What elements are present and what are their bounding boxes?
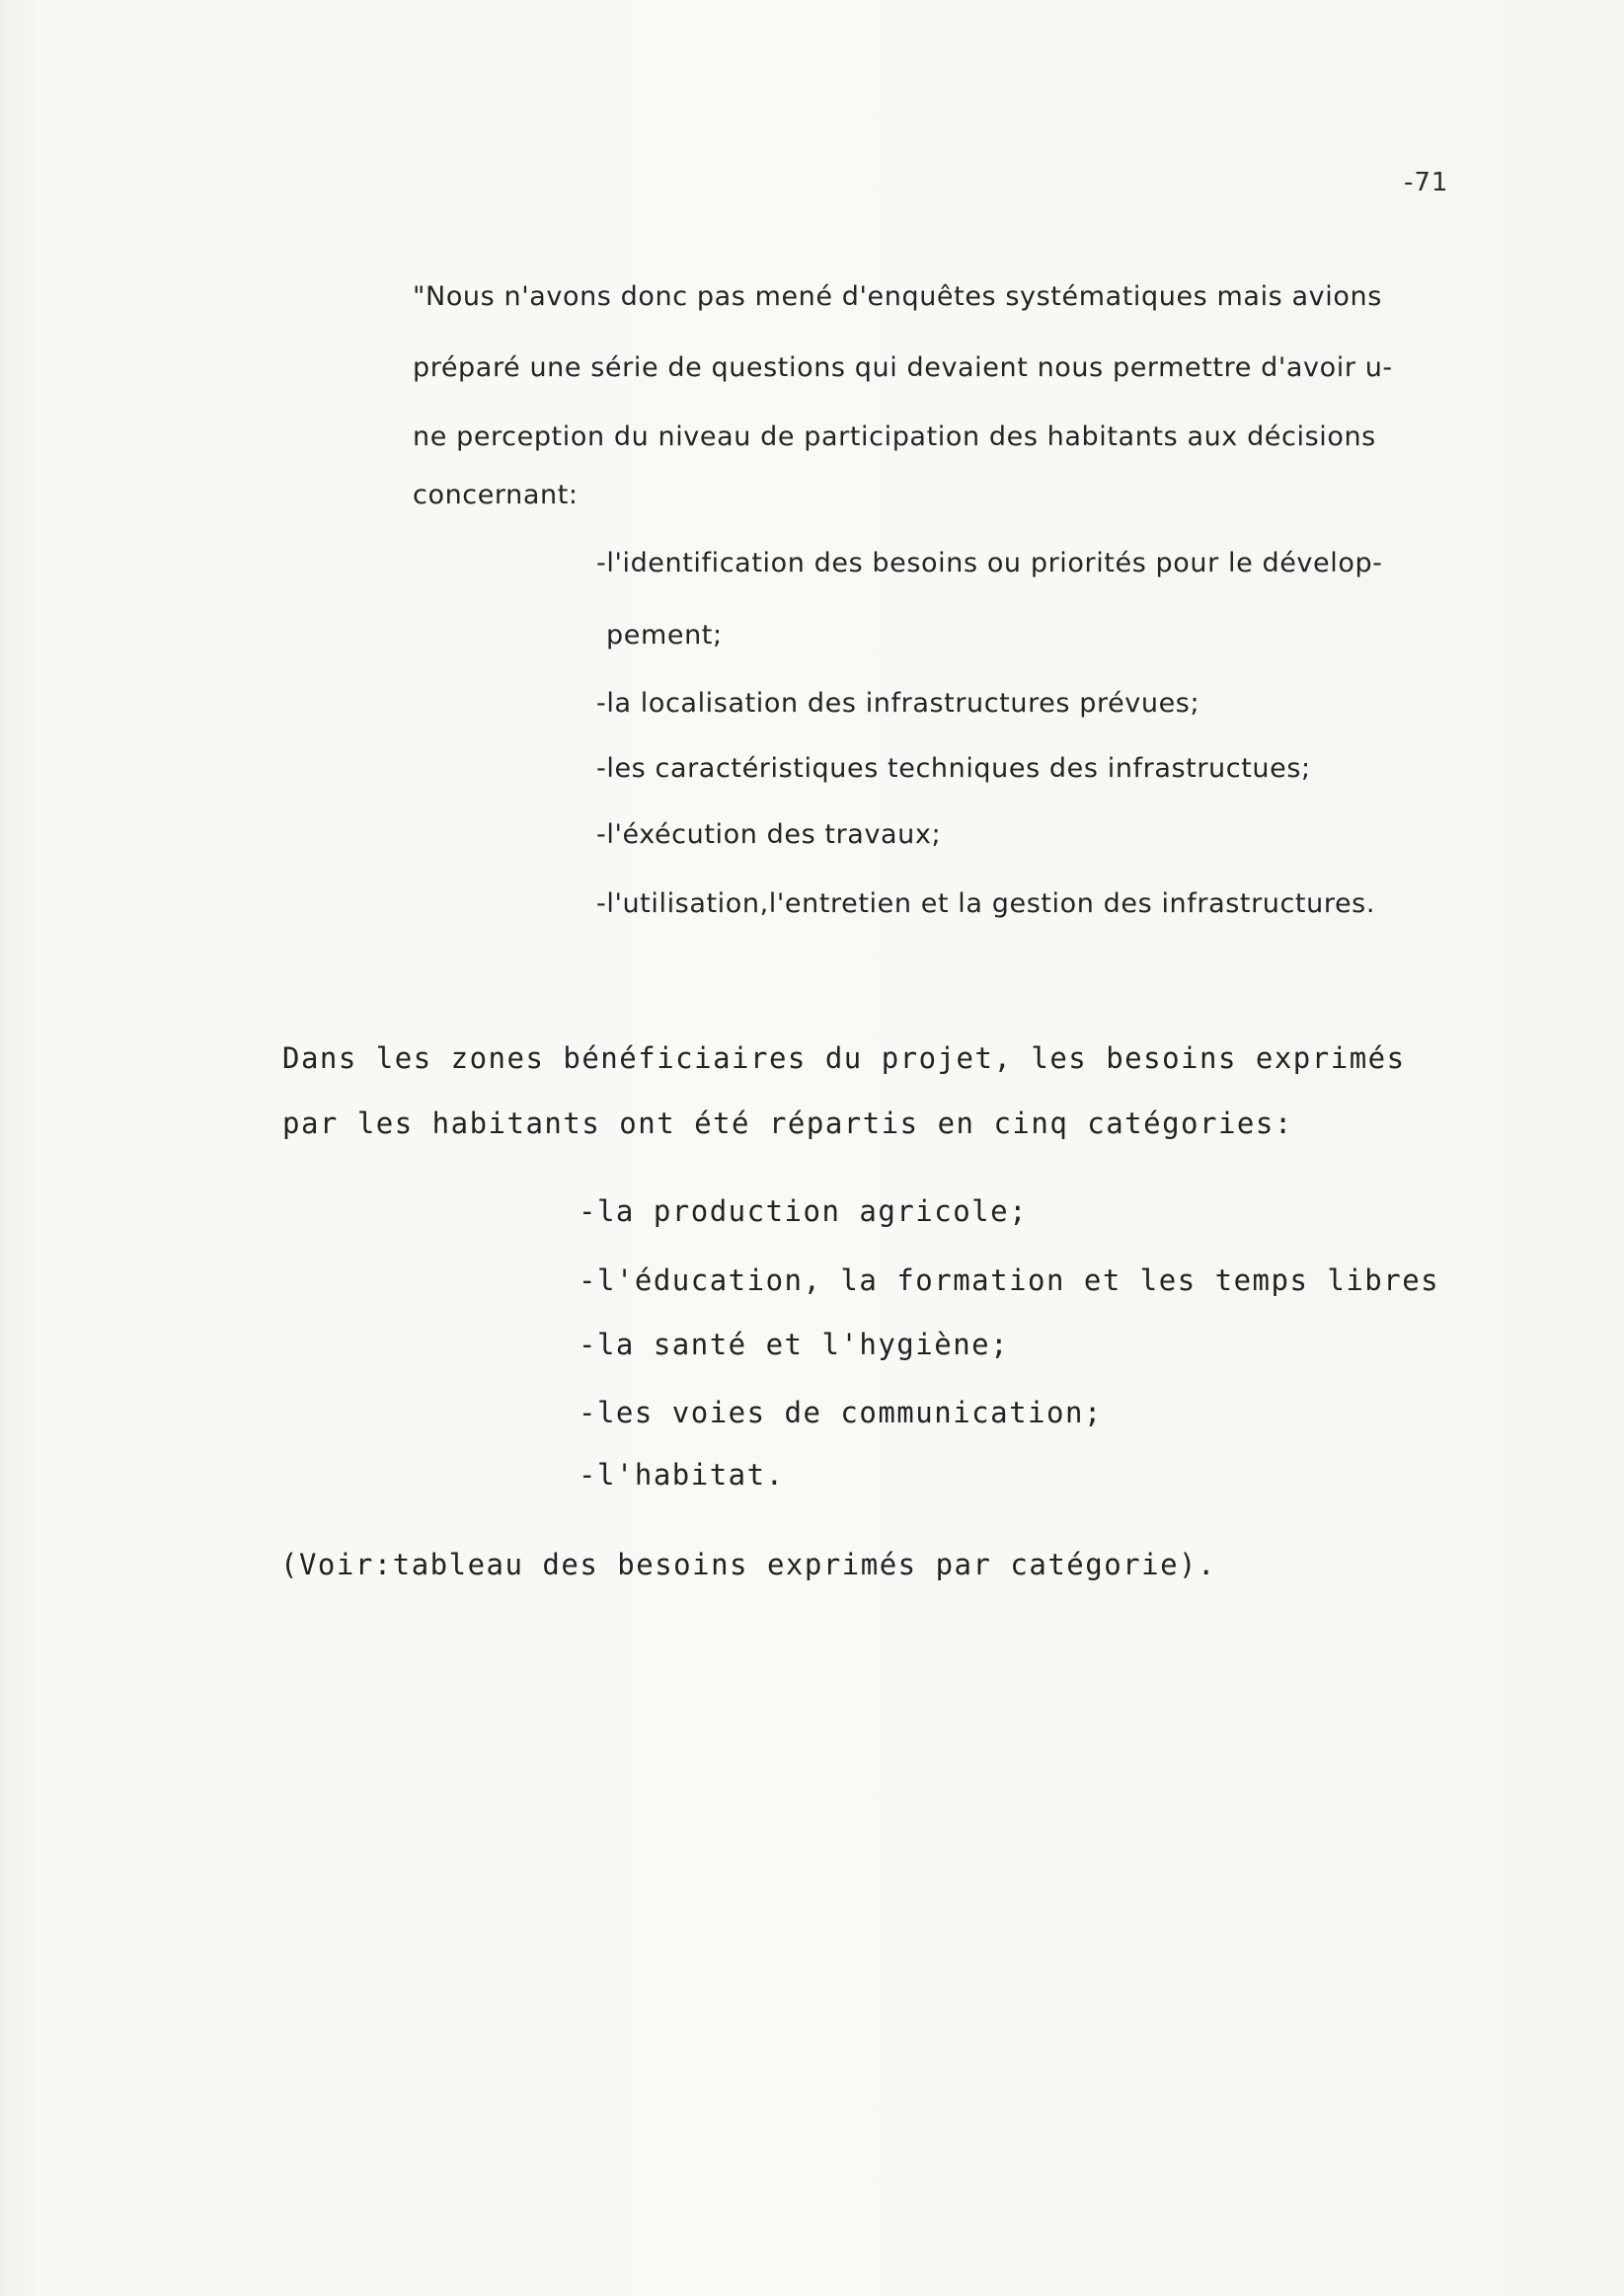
quote-list-item: -les caractéristiques techniques des infrastructues;	[596, 753, 1311, 784]
quote-line: "Nous n'avons donc pas mené d'enquêtes systématiques mais avions	[413, 281, 1382, 312]
quote-line: concernant:	[413, 480, 579, 510]
category-list-item: -la santé et l'hygiène;	[579, 1328, 1010, 1361]
table-reference-note: (Voir:tableau des besoins exprimés par catégorie).	[280, 1548, 1216, 1581]
page-number: -71	[1404, 168, 1449, 197]
paragraph-line: Dans les zones bénéficiaires du projet, les besoins exprimés	[282, 1041, 1406, 1075]
category-list-item: -la production agricole;	[579, 1194, 1029, 1228]
quote-list-item: -la localisation des infrastructures prévues;	[596, 688, 1200, 719]
paragraph-line: par les habitants ont été répartis en cinq catégories:	[282, 1107, 1293, 1140]
quote-line: préparé une série de questions qui devaient nous permettre d'avoir u-	[413, 352, 1393, 383]
quote-list-item: -l'utilisation,l'entretien et la gestion des infrastructures.	[596, 888, 1376, 919]
quote-line: ne perception du niveau de participation des habitants aux décisions	[413, 421, 1376, 452]
quote-list-item: -l'identification des besoins ou priorités pour le dévelop-	[596, 548, 1383, 578]
quote-list-item-continuation: pement;	[606, 620, 723, 651]
category-list-item: -l'habitat.	[579, 1458, 785, 1492]
category-list-item: -les voies de communication;	[579, 1396, 1103, 1429]
quote-list-item: -l'éxécution des travaux;	[596, 819, 942, 850]
category-list-item: -l'éducation, la formation et les temps libres	[579, 1263, 1440, 1297]
